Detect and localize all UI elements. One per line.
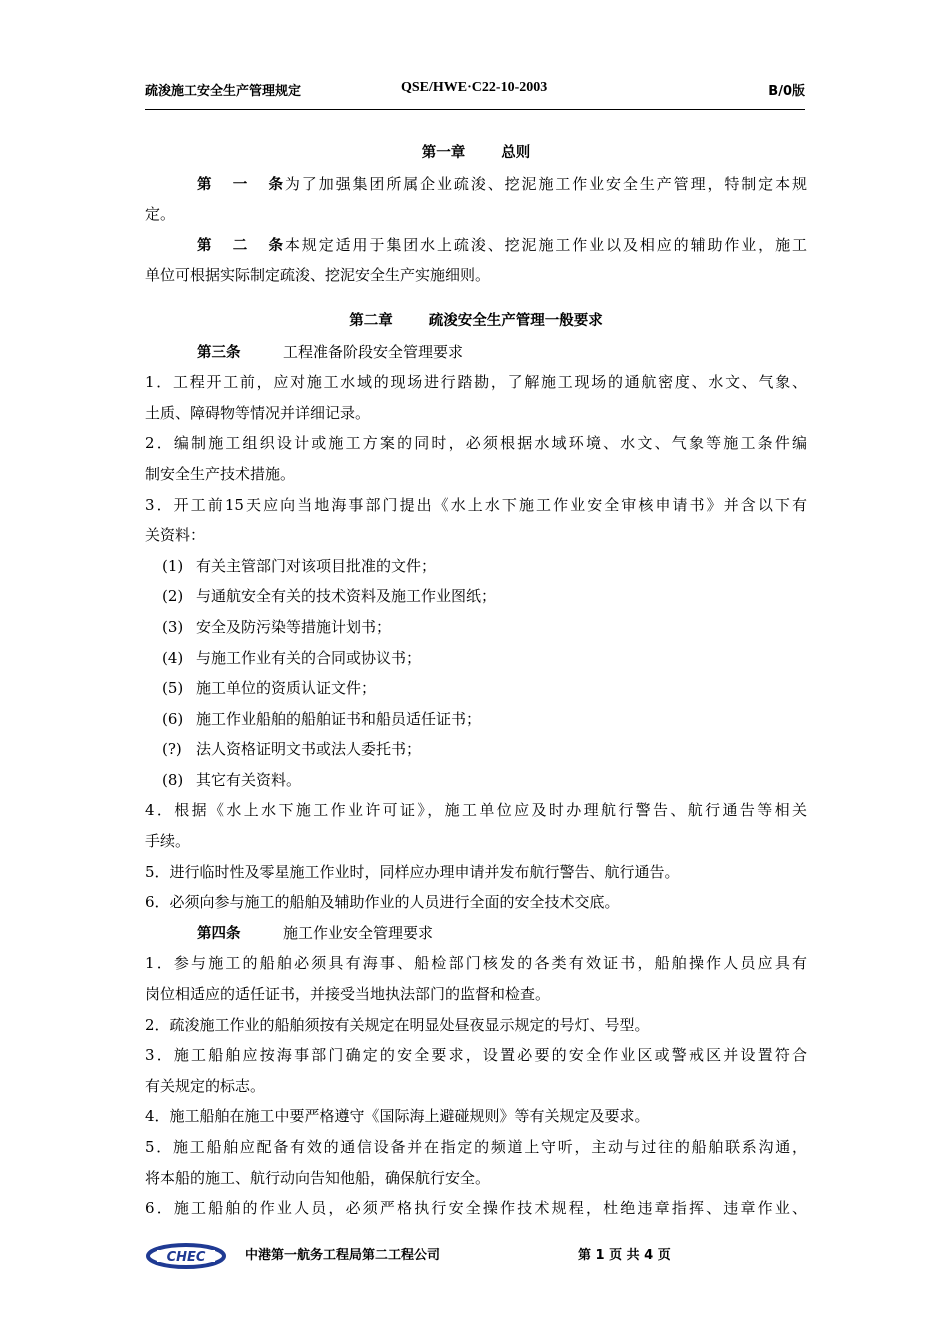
chapter-2-heading (145, 306, 807, 337)
article-4-heading (145, 918, 807, 949)
sub-item-number: (3) (162, 617, 184, 636)
a3-item-6-line-1: 6．必须向参与施工的船舶及辅助作业的人员进行全面的安全技术交底。 (145, 893, 620, 912)
article-1-line-2: 定。 (145, 205, 176, 224)
sub-item-text: 其它有关资料。 (196, 770, 302, 789)
footer-company: 中港第一航务工程局第二工程公司 (245, 1248, 441, 1263)
a4-item-3-line-2: 有关规定的标志。 (145, 1076, 266, 1095)
a4-item-5-line-1: 5．施工船舶应配备有效的通信设备并在指定的频道上守听，主动与过往的船舶联系沟通， (145, 1138, 807, 1156)
chapter-1-heading (145, 138, 807, 169)
sub-item-text: 施工单位的资质认证文件； (196, 679, 377, 698)
article-3-heading (145, 337, 807, 368)
a4-item-6-line-1: 6．施工船舶的作业人员，必须严格执行安全操作技术规程，杜绝违章指挥、违章作业、 (145, 1199, 807, 1218)
sub-item-text: 与施工作业有关的合同或协议书； (196, 648, 422, 667)
sub-item (145, 581, 807, 612)
a3-item-4-line-1: 4．根据《水上水下施工作业许可证》，施工单位应及时办理航行警告、航行通告等相关 (145, 801, 807, 820)
article-1-line-1 (145, 169, 807, 200)
page-header (145, 80, 805, 102)
document-body (145, 138, 807, 1224)
sub-item-text: 与通航安全有关的技术资料及施工作业图纸； (196, 587, 497, 606)
a3-item-2-line-1: 2．编制施工组织设计或施工方案的同时，必须根据水域环境、水文、气象等施工条件编 (145, 434, 807, 453)
article-label: 第四条 (197, 925, 241, 942)
chapter-number: 第二章 (349, 312, 393, 329)
a3-item-5-line-1: 5．进行临时性及零星施工作业时，同样应办理申请并发布航行警告、航行通告。 (145, 862, 680, 881)
header-version: B/0版 (768, 84, 805, 99)
sub-item-number: (1) (162, 556, 184, 575)
sub-item (145, 643, 807, 674)
article-label: 第一条 (197, 176, 283, 193)
article-title: 施工作业安全管理要求 (283, 923, 434, 942)
sub-item (145, 551, 807, 582)
chec-logo-icon (145, 1241, 227, 1271)
sub-item-number: (?) (162, 740, 182, 759)
a4-item-2-line-1: 2．疏浚施工作业的船舶须按有关规定在明显处昼夜显示规定的号灯、号型。 (145, 1015, 650, 1034)
footer-page-number: 第 1 页 共 4 页 (578, 1248, 671, 1263)
a3-item-4-line-2: 手续。 (145, 832, 191, 851)
sub-item (145, 612, 807, 643)
a4-item-4-line-1: 4．施工船舶在施工中要严格遵守《国际海上避碰规则》等有关规定及要求。 (145, 1107, 650, 1126)
a3-item-1-line-2: 土质、障碍物等情况并详细记录。 (145, 403, 371, 422)
sub-item-number: (2) (162, 587, 184, 606)
header-rule (145, 109, 805, 110)
a4-item-5-line-2: 将本船的施工、航行动向告知他船，确保航行安全。 (145, 1168, 491, 1187)
sub-item (145, 765, 807, 796)
a3-item-3-line-1: 3．开工前15天应向当地海事部门提出《水上水下施工作业安全审核申请书》并含以下有 (145, 495, 807, 514)
article-label: 第二条 (197, 237, 283, 254)
chapter-number: 第一章 (421, 145, 466, 161)
sub-item-text: 有关主管部门对该项目批准的文件； (196, 556, 437, 575)
sub-item (145, 734, 807, 765)
article-2-line-2: 单位可根据实际制定疏浚、挖泥安全生产实施细则。 (145, 266, 491, 285)
header-title: 疏浚施工安全生产管理规定 (145, 84, 302, 99)
article-text: 本规定适用于集团水上疏浚、挖泥施工作业以及相应的辅助作业，施工 (283, 235, 807, 254)
sub-item-number: (6) (162, 709, 184, 728)
article-title: 工程准备阶段安全管理要求 (283, 342, 464, 361)
sub-item-text: 安全及防污染等措施计划书； (196, 617, 392, 636)
a3-item-1-line-1: 1．工程开工前，应对施工水域的现场进行踏勘，了解施工现场的通航密度、水文、气象、 (145, 373, 807, 392)
page-footer (145, 1241, 805, 1271)
a4-item-1-line-2: 岗位相适应的适任证书，并接受当地执法部门的监督和检查。 (145, 985, 551, 1004)
header-code: QSE/HWE·C22-10-2003 (401, 80, 548, 95)
sub-item (145, 704, 807, 735)
a4-item-1-line-1: 1．参与施工的船舶必须具有海事、船检部门核发的各类有效证书，船舶操作人员应具有 (145, 954, 807, 973)
article-label: 第三条 (197, 344, 241, 361)
sub-item-text: 法人资格证明文书或法人委托书； (196, 740, 422, 759)
sub-item-number: (8) (162, 770, 184, 789)
sub-item-number: (5) (162, 679, 184, 698)
article-text: 为了加强集团所属企业疏浚、挖泥施工作业安全生产管理，特制定本规 (283, 174, 807, 193)
chapter-title: 总则 (501, 145, 531, 161)
a3-item-2-line-2: 制安全生产技术措施。 (145, 464, 296, 483)
a4-item-3-line-1: 3．施工船舶应按海事部门确定的安全要求，设置必要的安全作业区或警戒区并设置符合 (145, 1046, 807, 1065)
sub-item-number: (4) (162, 648, 184, 667)
sub-item-text: 施工作业船舶的船舶证书和船员适任证书； (196, 709, 482, 728)
chapter-title: 疏浚安全生产管理一般要求 (428, 312, 603, 329)
logo-text: CHEC (166, 1250, 206, 1265)
sub-item (145, 673, 807, 704)
article-2-line-1 (145, 230, 807, 261)
a3-item-3-line-2: 关资料： (145, 526, 206, 545)
